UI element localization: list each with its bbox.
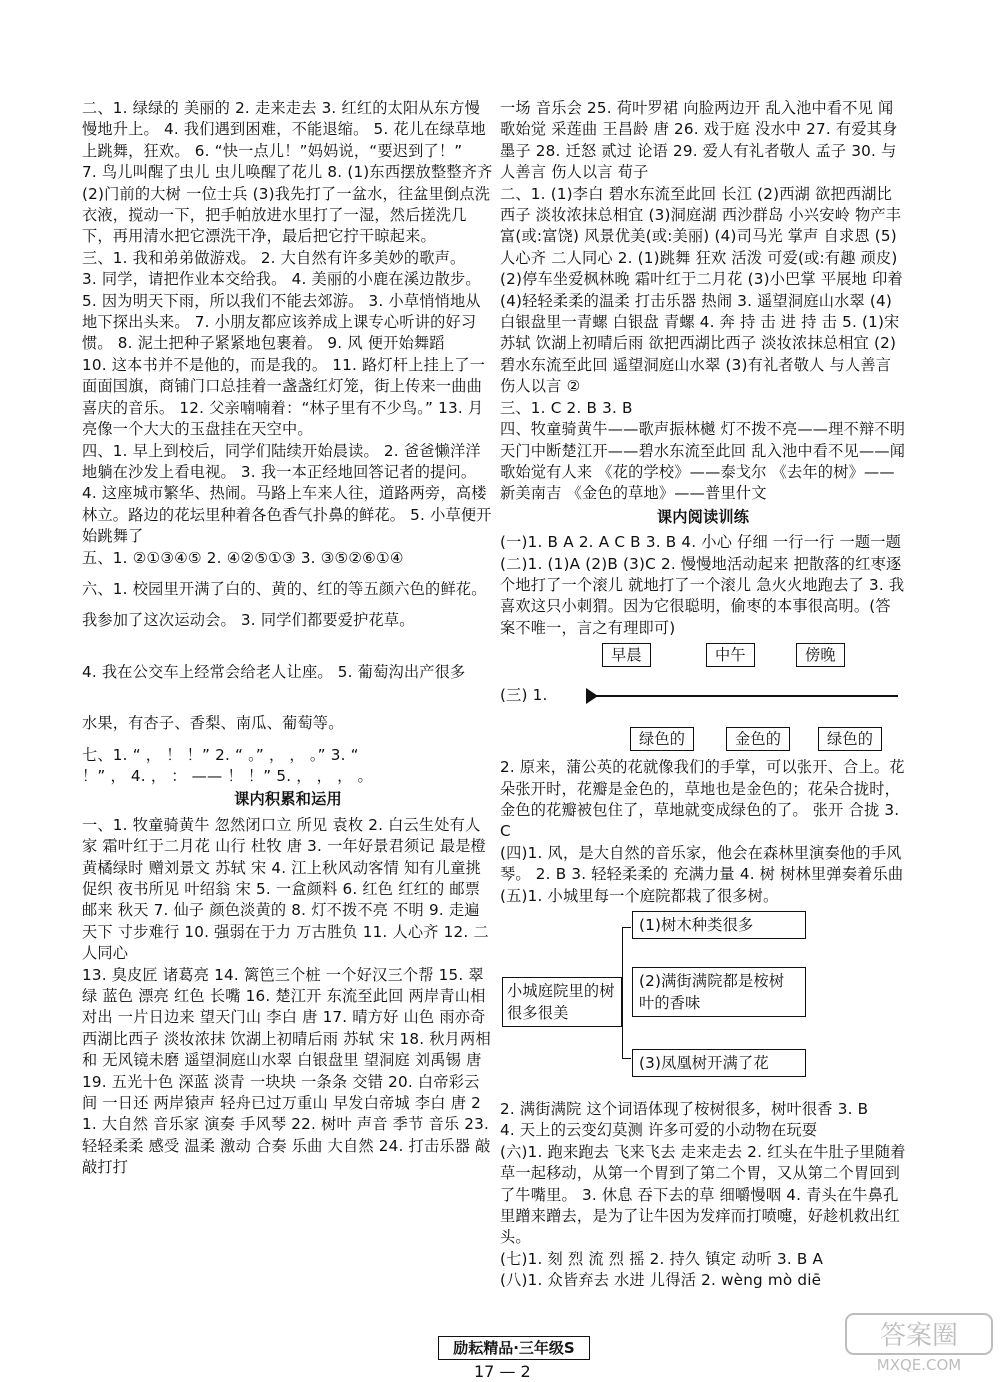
answer-line: 二、1. (1)李白 碧水东流至此回 长江 (2)西湖 欲把西湖比西子 淡妆浓抹总相宜 (3)洞庭湖 西沙群岛 小兴安岭 物产丰富(或:富饶) 风景优美(或:美丽) (4)司马光 掌声 自求恩 (5)人心齐 二人同心 2. (1)跳舞 狂欢 活泼 可爱(或:有趣 顽皮) (2)停车坐爱枫林晚 霜叶红于二月花 (3)小巴掌 平展地 印着 (4)轻轻柔柔的温柔 打击乐器 热闹 3. 遥望洞庭山水翠 (4)白银盘里一青螺 白银盘 青螺 4. 奔 持 击 进 持 击 5. (1)宋 苏轼 饮湖上初晴后雨 欲把西湖比西子 淡妆浓抹总相宜 (2)碧水东流至此回 遥望洞庭山水翠 (3)有礼者敬人 与人善言 伤人以言 ② bbox=[500, 184, 903, 396]
left-column bbox=[82, 98, 494, 1179]
answer-line: 七、1. “ ， ！ ！” 2. “ 。” ， ， 。” 3. “ bbox=[82, 745, 359, 764]
answer-line: 一、1. 牧童骑黄牛 忽然闭口立 所见 袁枚 2. 白云生处有人家 霜叶红于二月花 山行 杜牧 唐 3. 一年好景君须记 最是橙黄橘绿时 赠刘景文 苏轼 宋 4. 江上秋风动客情 知有儿童挑促织 夜书所见 叶绍翁 宋 5. 一盒颜料 6. 红色 红红的 邮票 邮来 秋天 7. 仙子 颜色淡黄的 8. 灯不拨不亮 不明 9. 走遍天下 寸步难行 10. 强弱在于力 万古胜负 11. 人心齐 12. 二人同心 bbox=[82, 815, 489, 963]
answer-line: 7. 鸟儿叫醒了虫儿 虫儿唤醒了花儿 8. (1)东西摆放整整齐齐 (2)门前的大树 一位士兵 (3)我先打了一盆水，往盆里倒点洗衣液，搅动一下，把手帕放进水里打了一湿，然后搓洗几下，再用清水把它漂洗干净，最后把它拧干晾起来。 bbox=[82, 163, 493, 246]
tree-bracket bbox=[622, 927, 631, 1059]
answer-line: 三、1. 我和弟弟做游戏。 2. 大自然有许多美妙的歌声。 bbox=[82, 248, 466, 267]
fishbone-top-box: 傍晚 bbox=[796, 643, 845, 667]
answer-line: 2. 原来，蒲公英的花就像我们的手掌，可以张开、合上。花朵张开时，花瓣是金色的，草地也是金色的；花朵合拢时，金色的花瓣被包住了，草地就变成绿色的了。 张开 合拢 3. C bbox=[500, 758, 905, 841]
answer-line: 3. 同学，请把作业本交给我。 4. 美丽的小鹿在溪边散步。 bbox=[82, 270, 481, 289]
answer-line: (四)1. 风，是大自然的音乐家，他会在森林里演奏他的手风琴。 2. B 3. 轻轻柔柔的 充满力量 4. 树 树林里弹奏着乐曲 bbox=[500, 843, 904, 884]
answer-line: 六、1. 校园里开满了白的、黄的、红的等五颜六色的鲜花。 bbox=[82, 579, 487, 598]
fishbone-bottom-box: 绿色的 bbox=[630, 727, 694, 751]
answer-line: (七)1. 刻 烈 流 烈 摇 2. 持久 镇定 动听 3. B A bbox=[500, 1249, 824, 1268]
right-column bbox=[500, 98, 906, 1292]
tree-node-box: (2)满街满院都是桉树叶的香味 bbox=[632, 967, 806, 1017]
fishbone-spine bbox=[592, 695, 898, 697]
fishbone-bottom-box: 绿色的 bbox=[818, 727, 882, 751]
answer-line: 4. 天上的云变幻莫测 许多可爱的小动物在玩耍 bbox=[500, 1121, 818, 1140]
fishbone-top-box: 早晨 bbox=[602, 643, 651, 667]
answer-line: 水果，有杏子、香梨、南瓜、葡萄等。 bbox=[82, 714, 344, 733]
tree-node-box: (1)树木种类很多 bbox=[632, 911, 806, 939]
tree-node-box: (3)凤凰树开满了花 bbox=[632, 1049, 806, 1077]
tree-root-box: 小城庭院里的树很多很美 bbox=[502, 977, 622, 1027]
fishbone-label: (三) 1. bbox=[500, 686, 548, 705]
answer-line: 13. 臭皮匠 诸葛亮 14. 篱笆三个桩 一个好汉三个帮 15. 翠绿 蓝色 漂亮 红色 长嘴 16. 楚江开 东流至此回 两岸青山相对出 一片日边来 望天门山 李白 唐 17. 晴方好 山色 雨亦奇 西湖比西子 淡妆浓抹 饮湖上初晴后雨 苏轼 宋 18. 秋月两相和 无风镜未磨 遥望洞庭山水翠 白银盘里 望洞庭 刘禹锡 唐 19. 五光十色 深蓝 淡青 一块块 一条条 交错 20. 白帝彩云间 一日还 两岸猿声 轻舟已过万重山 早发白帝城 李白 唐 21. 大自然 音乐家 演奏 手风琴 22. 树叶 声音 季节 音乐 23. 轻轻柔柔 感受 温柔 激动 合奏 乐曲 大自然 24. 打击乐器 敲敲打打 bbox=[82, 965, 491, 1177]
answer-line: (六)1. 跑来跑去 飞来飞去 走来走去 2. 红头在牛肚子里随着草一起移动，从第一个胃到了第二个胃，又从第二个胃回到了牛嘴里。 3. 休息 吞下去的草 细嚼慢咽 4. 青头在牛鼻孔里蹭来蹭去，是为了让牛因为发痒而打喷嚏，好趁机救出红头。 bbox=[500, 1142, 906, 1247]
section-title: 课内阅读训练 bbox=[656, 507, 750, 526]
fishbone-bottom-box: 金色的 bbox=[726, 727, 790, 751]
answer-line: (五)1. 小城里每一个庭院都栽了很多树。 bbox=[500, 886, 779, 905]
answer-line: (一)1. B A 2. A C B 3. B 4. 小心 仔细 一行一行 一题一题 bbox=[500, 533, 902, 552]
answer-line: 2. 满街满院 这个词语体现了桉树很多，树叶很香 3. B bbox=[500, 1100, 869, 1118]
answer-line: (二)1. (1)A (2)B (3)C 2. 慢慢地活动起来 把散落的红枣逐个地打了一个滚儿 就地打了一个滚儿 急火火地跑去了 3. 我喜欢这只小刺猬。因为它很聪明，偷枣的本事很高明。(答案不唯一，言之有理即可) bbox=[500, 554, 905, 637]
book-title-footer: 励耘精品·三年级S bbox=[438, 1336, 590, 1360]
answer-line: 四、牧童骑黄牛——歌声振林樾 灯不拨不亮——理不辩不明 天门中断楚江开——碧水东流至此回 乱入池中看不见——闻歌始觉有人来 《花的学校》——泰戈尔 《去年的树》——新美南吉 《金色的草地》——普里什文 bbox=[500, 420, 906, 503]
watermark-en: MXQE.COM bbox=[876, 1356, 962, 1374]
answer-line: 5. 因为明天下雨，所以我们不能去郊游。 3. 小草悄悄地从地下探出头来。 7. 小朋友都应该养成上课专心听讲的好习惯。 8. 泥土把种子紧紧地包裹着。 9. 风 便开始舞蹈 bbox=[82, 291, 481, 353]
answer-line: 一场 音乐会 25. 荷叶罗裙 向脸两边开 乱入池中看不见 闻歌始觉 采莲曲 王昌龄 唐 26. 戏于庭 没水中 27. 有爱其身 墨子 28. 迁怒 贰过 论语 29. 爱人有礼者敬人 孟子 30. 与人善言 伤人以言 荀子 bbox=[500, 99, 898, 182]
answer-line: (八)1. 众皆弃去 水进 儿得活 2. wèng mò diē bbox=[500, 1271, 822, 1290]
section-title: 课内积累和运用 bbox=[234, 790, 342, 809]
answer-line: 4. 我在公交车上经常会给老人让座。 5. 葡萄沟出产很多 bbox=[82, 662, 466, 681]
tree-diagram bbox=[500, 909, 906, 1097]
answer-line: ！” ， 4. ， ： —— ！ ！” 5. ， ， ， 。 bbox=[82, 766, 373, 785]
answer-line: 四、1. 早上到校后，同学们陆续开始晨读。 2. 爸爸懒洋洋地躺在沙发上看电视。 3. 我一本正经地回答记者的提问。 4. 这座城市繁华、热闹。马路上车来人往，道路两旁，高楼林立。路边的花坛里种着各色香气扑鼻的鲜花。 5. 小草便开始跳舞了 bbox=[82, 441, 492, 546]
answer-line: 五、1. ②①③④⑤ 2. ④②⑤①③ 3. ③⑤②⑥①④ bbox=[82, 548, 404, 567]
fishbone-top-box: 中午 bbox=[706, 643, 755, 667]
answer-line: 二、1. 绿绿的 美丽的 2. 走来走去 3. 红红的太阳从东方慢慢地升上。 4. 我们遇到困难，不能退缩。 5. 花儿在绿草地上跳舞，狂欢。 6. “快一点儿！”妈妈说，“要迟到了！” bbox=[82, 99, 486, 160]
answer-line: 三、1. C 2. B 3. B bbox=[500, 398, 633, 417]
watermark-logo-icon bbox=[844, 1312, 994, 1374]
page-number: 17 — 2 bbox=[474, 1362, 531, 1381]
fishbone-diagram bbox=[500, 643, 906, 753]
answer-line: 我参加了这次运动会。 3. 同学们都要爱护花草。 bbox=[82, 611, 415, 630]
answer-line: 10. 这本书并不是他的，而是我的。 11. 路灯杆上挂上了一面面国旗，商铺门口总挂着一盏盏红灯笼，街上传来一曲曲喜庆的音乐。 12. 父亲喃喃着：“林子里有不少鸟。” 13. 月亮像一个大大的玉盘挂在天空中。 bbox=[82, 355, 486, 439]
watermark-cn: 答案圈 bbox=[879, 1321, 959, 1351]
